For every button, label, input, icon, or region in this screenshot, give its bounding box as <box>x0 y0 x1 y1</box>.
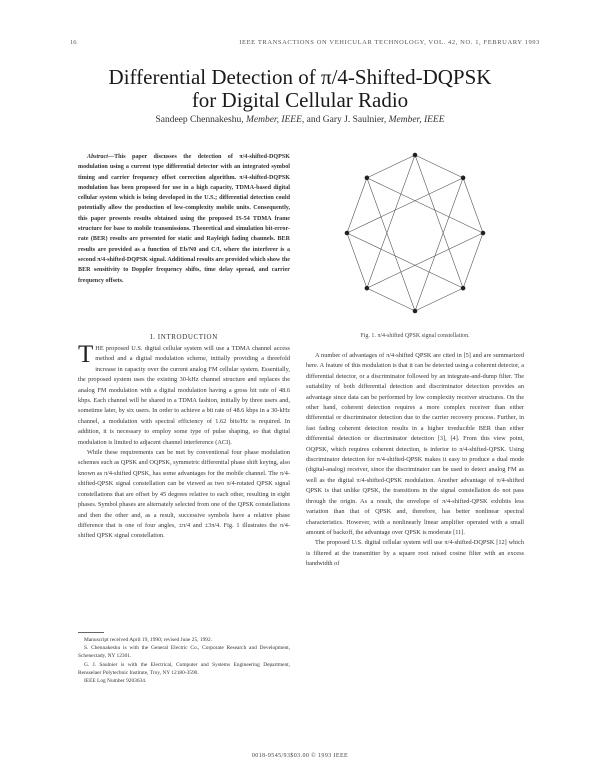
right-paragraph-1: A number of advantages of π/4-shifted QPSK are cited in [5] and are summarized here. A feature of this modulation is that it can be detected using a coherent detector, a differential detector, or a discriminator followed by an integrate-and-dump filter. The suitability of both differential detection and discriminator detection provides an advantage since data can be performed by low complexity receiver structures. On the other hand, coherent detection requires a more complex receiver than either differential or discriminator detection due to the carrier recovery process. Further, in fast fading coherent detection results in a higher irreducible BER than either differential detection or discriminator detection [3], [4]. From this view point, OQPSK, which requires coherent detection, is inferior to π/4-shifted-QPSK. Using discriminator detection for π/4-shifted-QPSK makes it easy to produce a dual mode (digital-analog) receiver, since the discriminator can be used to detect analog FM as well as the digital π/4-shifted-QPSK modulation. Another advantage of π/4-shifted QPSK is that unlike QPSK, the transitions in the signal constellation do not pass through the origin. As a result, the envelope of π/4-shifted-QPSK exhibits less variation than that of QPSK and, therefore, has better nonlinear spectral characteristics. However, with a nonlinearly linear amplifier operated with a small amount of backoff, the advantage over QPSK is moderate [11]. <box>306 352 524 536</box>
right-paragraph-2: The proposed U.S. digital cellular system will use π/4-shifted-DQPSK [12] which is filtered at the transmitter by a square root raised cosine filter with an excess bandwidth of <box>306 539 524 568</box>
constellation-diagram <box>340 144 490 322</box>
constellation-point <box>461 286 466 291</box>
constellation-points <box>345 153 486 314</box>
transition-line <box>367 178 483 233</box>
footnote-affiliation-1: S. Chennakeshu is with the General Electric Co., Corporate Research and Development, Schenectady, NY 12301. <box>78 645 290 660</box>
constellation-figure <box>340 144 490 322</box>
transition-line <box>367 155 415 288</box>
intro-paragraph-2: While these requirements can be met by conventional four phase modulation schemes such as QPSK and OQPSK, symmetric differential phase shift keying, also known as π/4-shifted QPSK, has some advantages for the mobile channel. The π/4-shifted-QPSK signal constellation can be viewed as two π/4-rotated QPSK signal constellations that are offset by 45 degrees relative to each other, resulting in eight phases. Symbol phases are alternately selected from one of the QPSK constellations and then the other and, as a result, successive symbols have a relative phase difference that is one of four angles, ±π/4 and ±3π/4. Fig. 1 illustrates the π/4-shifted QPSK signal constellation. <box>78 449 290 540</box>
section-heading-introduction: I. INTRODUCTION <box>150 333 218 341</box>
transition-line <box>347 233 463 288</box>
transition-line <box>367 233 483 288</box>
constellation-point <box>461 176 466 181</box>
right-column-body <box>306 351 524 570</box>
title-line-1: Differential Detection of π/4-Shifted-DQPSK <box>108 65 492 89</box>
constellation-point <box>481 231 486 236</box>
footnote-received: Manuscript received April 19, 1990; revised June 25, 1992. <box>84 637 213 643</box>
footnote-affiliation-2: G. J. Saulnier is with the Electrical, Computer and Systems Engineering Department, Rensselaer Polytechnic Institute, Troy, NY 12180-3590. <box>78 661 290 676</box>
abstract-text: This paper discusses the detection of π/4-shifted-DQPSK modulation using a current type differential detector with an integrated symbol timing and carrier frequency offset correction algorithm. π/4-shifted-DQPSK modulation has been proposed for use in a high capacity, TDMA-based digital cellular system which is being developed in the U.S.; differential detection could potentially allow the production of low-complexity mobile units. Consequently, this paper presents results obtained using the proposed IS-54 TDMA frame structure for base to mobile transmissions. Theoretical and simulation bit-error-rate (BER) results are presented for static and Rayleigh fading channels. BER results are provided as a function of Eb/N0 and C/I, where the interferer is a second π/4-shifted-DQPSK signal. Additional results are provided which show the BER sensitivity to Doppler frequency shifts, time delay spread, and carrier frequency offsets. <box>78 154 290 284</box>
constellation-point <box>413 153 418 158</box>
title-line-2: for Digital Cellular Radio <box>191 88 409 112</box>
transition-line <box>415 178 463 311</box>
copyright-line: 0018-9545/93$03.00 © 1993 IEEE <box>251 753 349 759</box>
transition-line <box>415 155 463 288</box>
page-number: 16 <box>70 39 77 46</box>
constellation-point <box>365 286 370 291</box>
footnote-ieee-log: IEEE Log Number 9203634. <box>84 678 147 685</box>
drop-cap: T <box>78 341 94 368</box>
abstract <box>78 152 290 286</box>
author-line <box>40 115 560 125</box>
transition-line <box>347 178 463 233</box>
constellation-point <box>413 309 418 314</box>
intro-paragraph-1: HE proposed U.S. digital cellular system will use a TDMA channel access method and a digital modulation scheme, initially providing a threefold increase in capacity over the current analog FM cellular system. Essentially, the proposed system uses the existing 30-kHz channel structure and replaces the analog FM modulation with a digital modulation having a gross bit rate of 48.6 kbps. Each channel will be shared in a TDMA fashion, initially by three users and, sometime later, by six users. In order to achieve a bit rate of 48.6 kbps in a 30-kHz channel, a modulation with spectral efficiency of 1.62 bits/Hz is required. In addition, it is necessary to employ some type of pulse shaping, so that digital modulation is limited to adjacent channel interference (ACI). <box>78 345 290 446</box>
author-1-name: Sandeep Chennakeshu, <box>155 115 244 125</box>
running-header <box>70 39 540 51</box>
paper-title <box>40 66 560 112</box>
author-1-role: Member, IEEE, <box>245 115 305 125</box>
abstract-label: Abstract— <box>87 154 115 160</box>
author-joiner: and <box>306 115 321 125</box>
footnotes <box>78 636 290 685</box>
transition-line <box>367 178 415 311</box>
footnote-rule <box>78 632 104 633</box>
author-2-name: Gary J. Saulnier, <box>322 115 387 125</box>
constellation-point <box>365 176 370 181</box>
introduction-body <box>78 341 290 542</box>
figure-caption: Fig. 1. π/4-shifted QPSK signal constellation. <box>360 333 470 339</box>
running-title: IEEE TRANSACTIONS ON VEHICULAR TECHNOLOGY, VOL. 42, NO. 1, FEBRUARY 1993 <box>239 39 540 46</box>
constellation-point <box>345 231 350 236</box>
author-2-role: Member, IEEE <box>388 115 445 125</box>
